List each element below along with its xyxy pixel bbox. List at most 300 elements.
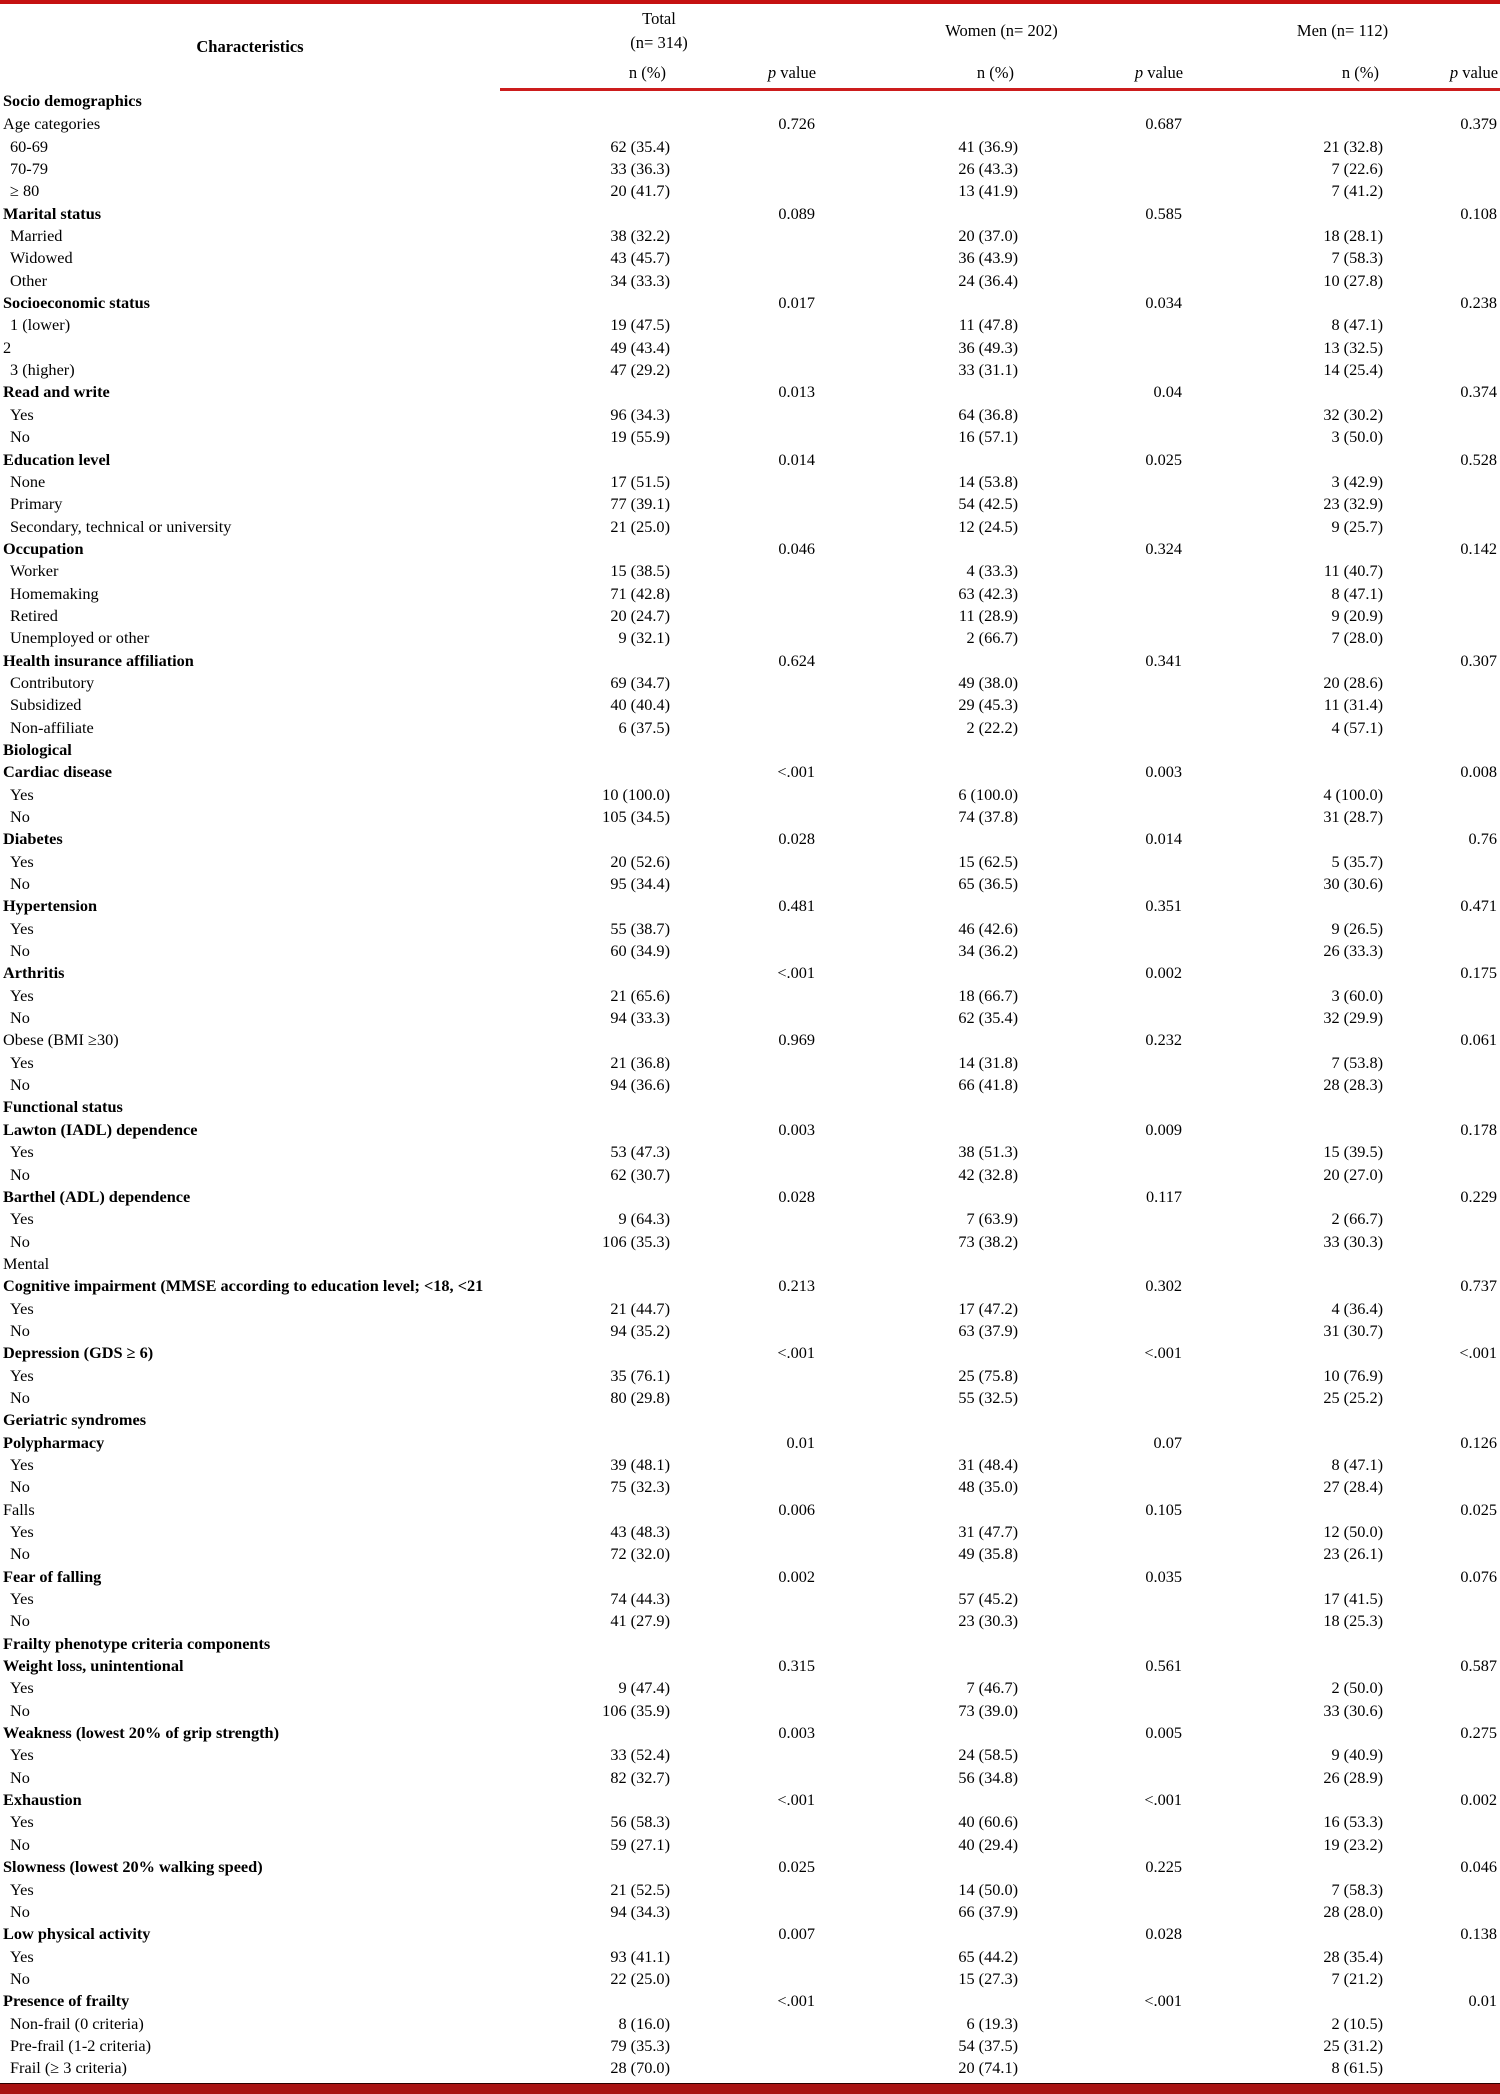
table-row: [0, 1365, 1500, 1387]
column-header-total-n-pct: n (%): [500, 58, 672, 90]
cell-total-n-pct: 59 (27.1): [610, 1834, 670, 1854]
table-row: [0, 1655, 1500, 1677]
row-label: No: [10, 1611, 30, 1631]
table-row: [0, 851, 1500, 873]
cell-men-p-value: [1385, 1610, 1500, 1632]
cell-men-p-value: [1385, 136, 1500, 158]
table-row: [0, 1029, 1500, 1051]
cell-women-n-pct: 15 (62.5): [958, 851, 1019, 871]
row-label: Weakness (lowest 20% of grip strength): [3, 1723, 280, 1743]
table-row: [0, 1387, 1500, 1409]
cell-total-p-value: 0.028: [778, 1186, 816, 1206]
cell-women-n-pct: [818, 381, 1020, 403]
cell-total-p-value: [672, 1208, 818, 1230]
cell-men-n-pct: 3 (60.0): [1331, 985, 1384, 1005]
table-row: [0, 784, 1500, 806]
row-label: Primary: [10, 494, 63, 514]
cell-women-p-value: 0.002: [1145, 963, 1183, 983]
cell-women-p-value: [1020, 1700, 1185, 1722]
cell-men-p-value: [1385, 1834, 1500, 1856]
cell-total-p-value: 0.017: [778, 293, 816, 313]
cell-total-n-pct: 94 (34.3): [610, 1901, 670, 1921]
row-label: 70-79: [10, 159, 48, 179]
cell-total-p-value: [672, 1901, 818, 1923]
cell-men-p-value: [1385, 359, 1500, 381]
cell-men-p-value: [1385, 1409, 1500, 1431]
cell-men-p-value: 0.178: [1460, 1119, 1498, 1139]
cell-women-n-pct: 73 (38.2): [958, 1231, 1019, 1251]
cell-total-p-value: 0.089: [778, 203, 816, 223]
cell-total-p-value: [672, 225, 818, 247]
cell-men-p-value: 0.002: [1460, 1790, 1498, 1810]
cell-men-n-pct: 10 (27.8): [1323, 270, 1384, 290]
cell-women-p-value: [1020, 1744, 1185, 1766]
cell-total-p-value: [672, 1543, 818, 1565]
cell-total-n-pct: [500, 203, 672, 225]
cell-men-n-pct: [1185, 1119, 1385, 1141]
table-row: [0, 1052, 1500, 1074]
cell-total-n-pct: [500, 650, 672, 672]
cell-women-n-pct: 34 (36.2): [958, 941, 1019, 961]
cell-women-n-pct: [818, 292, 1020, 314]
cell-men-n-pct: 7 (21.2): [1331, 1968, 1384, 1988]
cell-men-p-value: [1385, 1521, 1500, 1543]
cell-women-p-value: [1020, 1052, 1185, 1074]
cell-men-n-pct: 8 (61.5): [1331, 2058, 1384, 2078]
cell-total-n-pct: 21 (52.5): [610, 1879, 670, 1899]
cell-men-n-pct: [1185, 1499, 1385, 1521]
cell-total-p-value: [672, 784, 818, 806]
cell-men-n-pct: [1185, 1923, 1385, 1945]
cell-total-n-pct: [500, 90, 672, 114]
table-row: [0, 1409, 1500, 1431]
cell-women-p-value: 0.07: [1153, 1432, 1183, 1452]
cell-women-p-value: [1020, 2057, 1185, 2079]
cell-total-p-value: [672, 1052, 818, 1074]
cell-total-p-value: [672, 1767, 818, 1789]
cell-women-p-value: [1020, 1320, 1185, 1342]
row-label: Yes: [10, 1745, 34, 1765]
cell-men-n-pct: [1185, 1722, 1385, 1744]
table-row: [0, 1677, 1500, 1699]
cell-men-n-pct: 25 (25.2): [1323, 1387, 1384, 1407]
table-row: [0, 717, 1500, 739]
row-label: No: [10, 1700, 30, 1720]
cell-men-n-pct: 2 (66.7): [1331, 1209, 1384, 1229]
cell-men-p-value: [1385, 90, 1500, 114]
cell-men-p-value: 0.471: [1460, 896, 1498, 916]
table-row: [0, 1588, 1500, 1610]
cell-total-p-value: [672, 1096, 818, 1118]
row-label: Barthel (ADL) dependence: [3, 1186, 191, 1206]
cell-men-n-pct: 4 (57.1): [1331, 717, 1384, 737]
table-row: [0, 1722, 1500, 1744]
cell-total-n-pct: 72 (32.0): [610, 1544, 670, 1564]
cell-men-p-value: 0.307: [1460, 650, 1498, 670]
cell-men-n-pct: 30 (30.6): [1323, 874, 1384, 894]
cell-men-n-pct: 8 (47.1): [1331, 1454, 1384, 1474]
group-header-total-line1: Total: [642, 9, 676, 28]
cell-women-p-value: 0.014: [1145, 829, 1183, 849]
cell-total-p-value: <.001: [777, 963, 816, 983]
row-label: No: [10, 1075, 30, 1095]
cell-women-n-pct: 4 (33.3): [966, 561, 1019, 581]
table-row: [0, 471, 1500, 493]
cell-total-n-pct: 28 (70.0): [610, 2058, 670, 2078]
cell-women-n-pct: 63 (37.9): [958, 1320, 1019, 1340]
cell-women-p-value: [1020, 1231, 1185, 1253]
table-row: [0, 136, 1500, 158]
cell-women-n-pct: [818, 962, 1020, 984]
cell-total-p-value: [672, 1521, 818, 1543]
cell-women-n-pct: [818, 203, 1020, 225]
row-label: Yes: [10, 1812, 34, 1832]
cell-men-p-value: [1385, 1543, 1500, 1565]
cell-women-n-pct: 36 (43.9): [958, 248, 1019, 268]
cell-women-p-value: [1020, 1141, 1185, 1163]
cell-women-p-value: 0.025: [1145, 449, 1183, 469]
cell-men-n-pct: 20 (27.0): [1323, 1164, 1384, 1184]
cell-women-p-value: [1020, 583, 1185, 605]
row-label: Secondary, technical or university: [10, 516, 232, 536]
cell-women-n-pct: 25 (75.8): [958, 1365, 1019, 1385]
table-row: [0, 1923, 1500, 1945]
table-row: [0, 1946, 1500, 1968]
cell-men-p-value: 0.379: [1460, 114, 1498, 134]
cell-women-n-pct: 40 (60.6): [958, 1812, 1019, 1832]
cell-men-n-pct: [1185, 1990, 1385, 2012]
cell-total-n-pct: 34 (33.3): [610, 270, 670, 290]
table-row: [0, 1990, 1500, 2012]
cell-total-p-value: [672, 1834, 818, 1856]
cell-women-p-value: [1020, 426, 1185, 448]
table-row: [0, 1275, 1500, 1297]
cell-women-p-value: [1020, 873, 1185, 895]
cell-men-n-pct: 33 (30.6): [1323, 1700, 1384, 1720]
cell-men-n-pct: 23 (26.1): [1323, 1544, 1384, 1564]
table-row: [0, 314, 1500, 336]
cell-total-p-value: [672, 1365, 818, 1387]
table-row: [0, 1633, 1500, 1655]
cell-men-p-value: [1385, 851, 1500, 873]
cell-women-n-pct: 66 (37.9): [958, 1901, 1019, 1921]
table-row: [0, 940, 1500, 962]
cell-women-p-value: [1020, 1476, 1185, 1498]
cell-women-p-value: [1020, 225, 1185, 247]
table-body: [0, 90, 1500, 2080]
cell-men-n-pct: [1185, 1856, 1385, 1878]
cell-total-n-pct: [500, 895, 672, 917]
cell-men-p-value: [1385, 247, 1500, 269]
table-row: [0, 2035, 1500, 2057]
cell-total-n-pct: 40 (40.4): [610, 695, 670, 715]
table-row: [0, 1834, 1500, 1856]
cell-women-p-value: [1020, 1074, 1185, 1096]
cell-total-n-pct: [500, 1655, 672, 1677]
table-row: [0, 1119, 1500, 1141]
cell-total-p-value: [672, 1141, 818, 1163]
cell-total-p-value: [672, 2057, 818, 2079]
cell-total-n-pct: [500, 113, 672, 135]
cell-total-p-value: [672, 1476, 818, 1498]
cell-total-p-value: 0.01: [786, 1432, 816, 1452]
cell-women-p-value: [1020, 158, 1185, 180]
cell-men-p-value: [1385, 1879, 1500, 1901]
cell-men-p-value: [1385, 1811, 1500, 1833]
cell-total-n-pct: 21 (25.0): [610, 516, 670, 536]
cell-women-p-value: [1020, 1409, 1185, 1431]
row-label: Hypertension: [3, 896, 98, 916]
cell-women-n-pct: 64 (36.8): [958, 404, 1019, 424]
cell-men-p-value: [1385, 1007, 1500, 1029]
row-label: Exhaustion: [3, 1790, 82, 1810]
cell-men-p-value: 0.138: [1460, 1924, 1498, 1944]
cell-total-n-pct: 22 (25.0): [610, 1968, 670, 1988]
table-row: [0, 247, 1500, 269]
table-row: [0, 1521, 1500, 1543]
table-row: [0, 1968, 1500, 1990]
cell-men-n-pct: 32 (30.2): [1323, 404, 1384, 424]
row-label: Socioeconomic status: [3, 293, 150, 313]
cell-total-p-value: [672, 2035, 818, 2057]
cell-total-p-value: [672, 1253, 818, 1275]
cell-total-p-value: [672, 2013, 818, 2035]
cell-women-n-pct: 7 (46.7): [966, 1678, 1019, 1698]
cell-women-n-pct: 40 (29.4): [958, 1834, 1019, 1854]
table-row: [0, 1901, 1500, 1923]
row-label: Health insurance affiliation: [3, 650, 194, 670]
cell-men-p-value: [1385, 314, 1500, 336]
cell-women-n-pct: 57 (45.2): [958, 1589, 1019, 1609]
cell-total-p-value: 0.007: [778, 1924, 816, 1944]
cell-total-p-value: [672, 90, 818, 114]
cell-men-p-value: 0.142: [1460, 538, 1498, 558]
cell-men-p-value: [1385, 583, 1500, 605]
cell-total-n-pct: 39 (48.1): [610, 1454, 670, 1474]
table-row: [0, 381, 1500, 403]
cell-men-n-pct: 3 (50.0): [1331, 427, 1384, 447]
cell-total-n-pct: 33 (52.4): [610, 1745, 670, 1765]
cell-men-n-pct: 5 (35.7): [1331, 851, 1384, 871]
cell-women-p-value: [1020, 605, 1185, 627]
row-label: Cardiac disease: [3, 762, 112, 782]
cell-total-n-pct: 49 (43.4): [610, 337, 670, 357]
cell-men-p-value: 0.528: [1460, 449, 1498, 469]
cell-total-p-value: 0.028: [778, 829, 816, 849]
cell-men-n-pct: [1185, 895, 1385, 917]
cell-total-n-pct: 74 (44.3): [610, 1589, 670, 1609]
row-label: No: [10, 1767, 30, 1787]
cell-women-n-pct: 49 (35.8): [958, 1544, 1019, 1564]
cell-total-p-value: [672, 851, 818, 873]
cell-total-p-value: [672, 1811, 818, 1833]
cell-men-n-pct: [1185, 1253, 1385, 1275]
cell-total-n-pct: [500, 1409, 672, 1431]
row-label: Occupation: [3, 538, 84, 558]
cell-women-p-value: [1020, 247, 1185, 269]
cell-women-n-pct: [818, 1856, 1020, 1878]
cell-men-p-value: [1385, 337, 1500, 359]
cell-men-p-value: [1385, 1946, 1500, 1968]
cell-total-n-pct: 38 (32.2): [610, 226, 670, 246]
cell-women-n-pct: [818, 113, 1020, 135]
cell-total-p-value: <.001: [777, 1991, 816, 2011]
column-header-women-n-pct: n (%): [818, 58, 1020, 90]
cell-women-n-pct: [818, 1342, 1020, 1364]
cell-women-n-pct: 6 (100.0): [958, 784, 1019, 804]
cell-women-p-value: [1020, 1007, 1185, 1029]
cell-women-n-pct: 31 (48.4): [958, 1454, 1019, 1474]
row-label: 60-69: [10, 136, 48, 156]
table-row: [0, 895, 1500, 917]
row-label: Yes: [10, 985, 34, 1005]
table-row: [0, 918, 1500, 940]
cell-total-n-pct: 105 (34.5): [602, 807, 670, 826]
cell-total-n-pct: 21 (36.8): [610, 1052, 670, 1072]
cell-men-p-value: [1385, 1208, 1500, 1230]
cell-men-p-value: [1385, 717, 1500, 739]
cell-women-n-pct: 11 (47.8): [958, 315, 1019, 335]
cell-total-p-value: [672, 1454, 818, 1476]
cell-total-p-value: [672, 516, 818, 538]
table-row: [0, 1141, 1500, 1163]
cell-women-n-pct: 65 (44.2): [958, 1946, 1019, 1966]
cell-women-n-pct: [818, 1789, 1020, 1811]
cell-men-n-pct: 11 (40.7): [1323, 561, 1384, 581]
cell-women-p-value: [1020, 1901, 1185, 1923]
cell-women-n-pct: 2 (66.7): [966, 628, 1019, 648]
row-label: No: [10, 1320, 30, 1340]
cell-women-n-pct: [818, 1432, 1020, 1454]
cell-women-n-pct: 33 (31.1): [958, 360, 1019, 380]
row-label: No: [10, 1008, 30, 1028]
cell-women-n-pct: 63 (42.3): [958, 583, 1019, 603]
cell-men-n-pct: 7 (53.8): [1331, 1052, 1384, 1072]
cell-men-n-pct: 3 (42.9): [1331, 471, 1384, 491]
cell-total-n-pct: [500, 1566, 672, 1588]
cell-total-n-pct: 43 (48.3): [610, 1522, 670, 1541]
cell-women-p-value: [1020, 1633, 1185, 1655]
cell-women-p-value: [1020, 784, 1185, 806]
cell-men-p-value: 0.061: [1460, 1030, 1498, 1050]
cell-total-p-value: [672, 672, 818, 694]
cell-men-n-pct: [1185, 761, 1385, 783]
cell-total-p-value: [672, 1946, 818, 1968]
cell-women-p-value: [1020, 1096, 1185, 1118]
cell-total-n-pct: 94 (36.6): [610, 1075, 670, 1095]
cell-men-p-value: [1385, 560, 1500, 582]
cell-women-n-pct: 31 (47.7): [958, 1522, 1019, 1541]
cell-men-p-value: [1385, 1767, 1500, 1789]
cell-women-p-value: [1020, 471, 1185, 493]
cell-men-n-pct: [1185, 1096, 1385, 1118]
cell-men-n-pct: 25 (31.2): [1323, 2035, 1384, 2055]
cell-total-n-pct: 15 (38.5): [610, 561, 670, 581]
cell-women-p-value: [1020, 136, 1185, 158]
cell-total-p-value: [672, 1968, 818, 1990]
table-row: [0, 359, 1500, 381]
cell-total-n-pct: [500, 1990, 672, 2012]
cell-women-n-pct: 41 (36.9): [958, 136, 1019, 156]
table-row: [0, 739, 1500, 761]
row-label: Yes: [10, 1879, 34, 1899]
cell-women-p-value: [1020, 1610, 1185, 1632]
cell-total-n-pct: [500, 1096, 672, 1118]
cell-women-n-pct: [818, 538, 1020, 560]
cell-total-p-value: [672, 940, 818, 962]
cell-men-p-value: 0.175: [1460, 963, 1498, 983]
cell-men-p-value: [1385, 672, 1500, 694]
row-label: No: [10, 1231, 30, 1251]
cell-men-p-value: [1385, 180, 1500, 202]
cell-total-p-value: 0.014: [778, 449, 816, 469]
row-label: 3 (higher): [10, 360, 75, 380]
table-row: [0, 1432, 1500, 1454]
cell-total-n-pct: 71 (42.8): [610, 583, 670, 603]
cell-men-n-pct: 11 (31.4): [1323, 695, 1384, 715]
cell-men-p-value: [1385, 1164, 1500, 1186]
table-row: [0, 1700, 1500, 1722]
cell-men-n-pct: 14 (25.4): [1323, 360, 1384, 380]
cell-total-p-value: <.001: [777, 1343, 816, 1363]
cell-women-n-pct: 62 (35.4): [958, 1008, 1019, 1028]
cell-women-n-pct: [818, 739, 1020, 761]
cell-men-p-value: [1385, 1633, 1500, 1655]
row-label: No: [10, 874, 30, 894]
cell-men-p-value: [1385, 404, 1500, 426]
row-label: Yes: [10, 784, 34, 804]
cell-total-p-value: [672, 717, 818, 739]
cell-total-n-pct: 9 (32.1): [618, 628, 670, 648]
table-row: [0, 113, 1500, 135]
cell-total-n-pct: 62 (30.7): [610, 1164, 670, 1184]
cell-men-p-value: [1385, 1901, 1500, 1923]
row-label: No: [10, 1968, 30, 1988]
cell-men-n-pct: [1185, 1029, 1385, 1051]
cell-men-p-value: [1385, 1744, 1500, 1766]
row-label: Yes: [10, 1365, 34, 1385]
cell-total-p-value: [672, 1588, 818, 1610]
cell-women-n-pct: 73 (39.0): [958, 1700, 1019, 1720]
cell-total-p-value: [672, 627, 818, 649]
cell-men-n-pct: [1185, 292, 1385, 314]
cell-total-n-pct: 53 (47.3): [610, 1142, 670, 1162]
cell-total-n-pct: [500, 1432, 672, 1454]
table-row: [0, 761, 1500, 783]
cell-men-p-value: [1385, 270, 1500, 292]
cell-men-n-pct: 28 (35.4): [1323, 1946, 1384, 1966]
cell-women-n-pct: [818, 650, 1020, 672]
cell-total-n-pct: 19 (55.9): [610, 427, 670, 447]
cell-total-p-value: [672, 806, 818, 828]
cell-women-p-value: 0.003: [1145, 762, 1183, 782]
cell-women-n-pct: 46 (42.6): [958, 918, 1019, 938]
cell-total-n-pct: 43 (45.7): [610, 248, 670, 268]
cell-women-p-value: [1020, 1298, 1185, 1320]
cell-women-n-pct: 38 (51.3): [958, 1142, 1019, 1162]
cell-men-n-pct: [1185, 1566, 1385, 1588]
row-label: Yes: [10, 1142, 34, 1162]
cell-men-n-pct: 7 (41.2): [1331, 181, 1384, 201]
cell-men-p-value: 0.275: [1460, 1723, 1498, 1743]
cell-women-n-pct: 49 (38.0): [958, 672, 1019, 692]
cell-men-p-value: [1385, 1074, 1500, 1096]
cell-women-p-value: 0.351: [1145, 896, 1183, 916]
cell-women-n-pct: 26 (43.3): [958, 159, 1019, 179]
cell-total-p-value: [672, 583, 818, 605]
cell-men-p-value: [1385, 605, 1500, 627]
row-label: Slowness (lowest 20% walking speed): [3, 1857, 263, 1877]
